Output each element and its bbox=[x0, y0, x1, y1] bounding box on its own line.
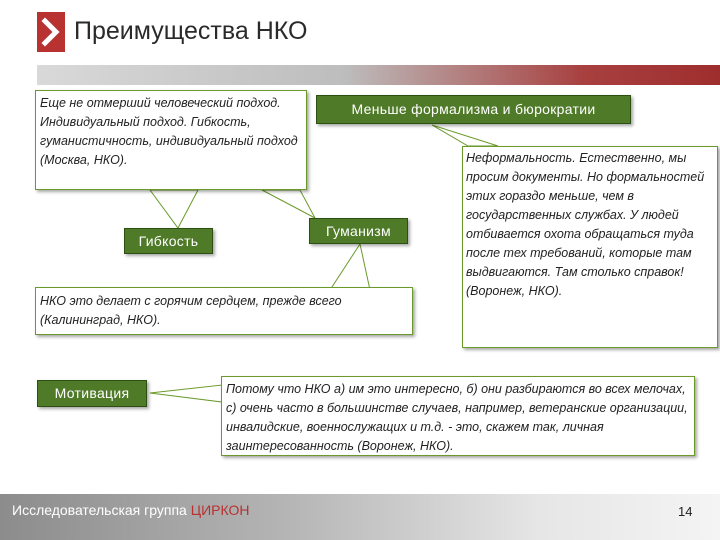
tag-motivation: Мотивация bbox=[37, 380, 147, 407]
quote-informal: Неформальность. Естественно, мы просим документы. Но формальностей этих гораздо меньше, чем в государственных службах. У людей отбивается охота обращаться туда после тех требований, которые там выдвигаются. Там столько справок! (Воронеж, НКО). bbox=[462, 146, 718, 348]
quote-humanistic: Еще не отмерший человеческий подход. Индивидуальный подход. Гибкость, гуманистичность, индивидуальный подход (Москва, НКО). bbox=[35, 90, 307, 190]
quote-heart: НКО это делает с горячим сердцем, прежде всего (Калининград, НКО). bbox=[35, 287, 413, 335]
footer-brand: ЦИРКОН bbox=[190, 502, 250, 518]
tag-flexibility: Гибкость bbox=[124, 228, 213, 254]
pointer-flexibility bbox=[150, 190, 198, 228]
quote-interest: Потому что НКО а) им это интересно, б) они разбираются во всех мелочах, с) очень часто в большинстве случаев, например, ветеранские организации, инвалидские, военнослужащих и т.д. - это, скажем так, личная заинтересованность (Воронеж, НКО). bbox=[221, 376, 695, 456]
slide-title: Преимущества НКО bbox=[74, 17, 308, 45]
pointer-bureaucracy bbox=[432, 125, 498, 146]
tag-humanism: Гуманизм bbox=[309, 218, 408, 244]
pointer-humanism-top bbox=[262, 190, 315, 218]
tag-bureaucracy: Меньше формализма и бюрократии bbox=[316, 95, 631, 124]
footer-caption bbox=[12, 502, 250, 518]
page-number: 14 bbox=[678, 504, 693, 519]
pointer-humanism-bottom bbox=[330, 244, 370, 290]
pointer-motivation bbox=[150, 385, 222, 402]
footer-group-text: Исследовательская группа bbox=[12, 502, 191, 518]
